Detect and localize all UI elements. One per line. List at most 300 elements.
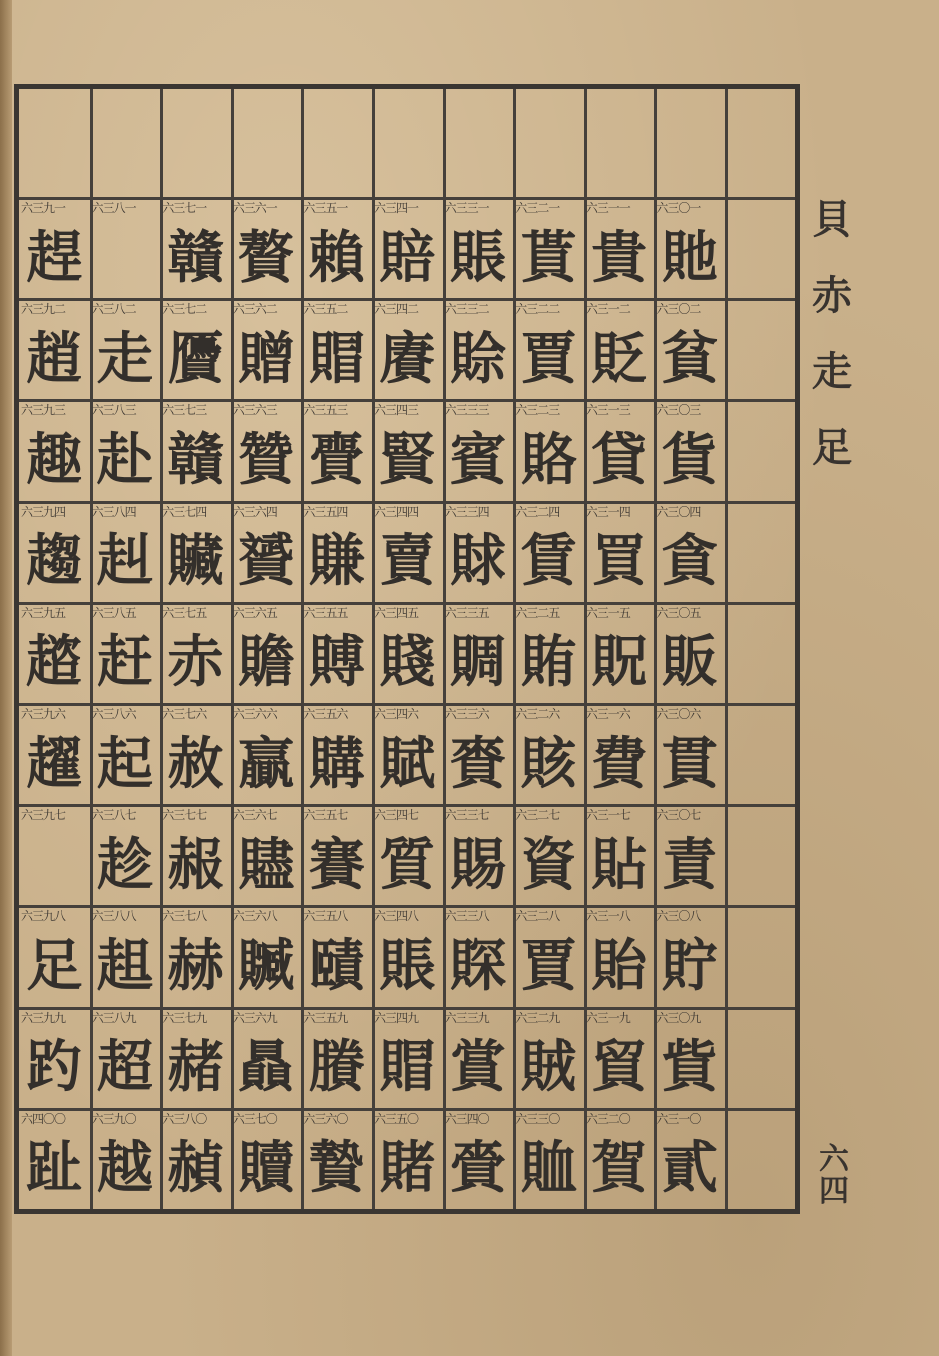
hanzi-char: 賀 [591,1135,648,1202]
hanzi-char: 趾 [26,1135,83,1202]
char-code: 六三七三 [162,403,207,418]
hanzi-char: 賝 [449,932,506,999]
char-code: 六三五八 [303,909,348,924]
char-code: 六三一一 [585,201,630,215]
hanzi-char: 賠 [379,224,436,291]
page-number [812,1144,856,1208]
char-cell [443,1108,514,1209]
char-code: 六三八四 [91,504,136,519]
hanzi-char: 贔 [238,1034,295,1101]
char-code: 六三〇八 [656,909,701,924]
grid-line [725,89,728,1209]
char-code: 六三二九 [515,1010,560,1025]
char-cell [513,602,584,703]
char-code: 六三八五 [91,605,136,620]
char-code: 六三五一 [303,201,348,215]
hanzi-char: 超 [96,1034,153,1101]
char-code: 六三四三 [374,403,419,418]
char-code: 六三〇一 [656,201,701,215]
hanzi-char: 貯 [661,932,718,999]
char-code: 六三二七 [515,808,560,823]
hanzi-char: 赧 [167,831,224,898]
radical-label: 足 [812,424,852,471]
char-code: 六三六二 [232,302,277,317]
char-code: 六三五二 [303,302,348,317]
char-code: 六三五九 [303,1010,348,1025]
hanzi-char: 赬 [167,1135,224,1202]
char-cell [372,197,443,298]
hanzi-char: 赳 [96,528,153,595]
char-cell [584,197,655,298]
char-code: 六三六〇 [303,1111,348,1126]
hanzi-char: 賢 [379,426,436,493]
char-code: 六三八九 [91,1010,136,1025]
hanzi-char: 賙 [449,629,506,696]
char-cell [19,501,90,602]
char-code: 六三三六 [444,707,489,721]
hanzi-char: 貶 [591,325,648,392]
char-cell [654,703,725,804]
char-cell [301,399,372,500]
char-cell [584,602,655,703]
char-cell [372,905,443,1006]
char-code: 六三九四 [21,504,66,519]
hanzi-char: 貳 [661,1135,718,1202]
hanzi-char: 賡 [379,325,436,392]
char-code: 六三三九 [444,1010,489,1025]
char-cell [231,804,302,905]
char-cell [301,905,372,1006]
hanzi-char: 責 [661,831,718,898]
char-code: 六三三八 [444,909,489,924]
char-cell [160,602,231,703]
char-code: 六四〇〇 [21,1111,66,1126]
char-code: 六三二〇 [585,1111,630,1126]
hanzi-char: 賒 [449,325,506,392]
hanzi-char: 贊 [238,426,295,493]
char-code: 六三二二 [515,302,560,317]
hanzi-char: 貪 [661,528,718,595]
char-cell [160,703,231,804]
char-cell [372,602,443,703]
hanzi-char: 賻 [308,629,365,696]
char-cell [160,1007,231,1108]
char-code: 六三七五 [162,605,207,620]
hanzi-char: 賾 [308,932,365,999]
char-code: 六三四五 [374,605,419,620]
char-cell [443,1007,514,1108]
char-cell [443,501,514,602]
char-code: 六三八三 [91,403,136,418]
char-code: 六三九六 [21,707,66,721]
section-header [808,196,856,504]
char-cell [160,399,231,500]
hanzi-char: 賈 [520,325,577,392]
hanzi-char: 賊 [520,1034,577,1101]
char-cell [372,1108,443,1209]
char-cell [513,1007,584,1108]
hanzi-char: 賵 [379,1034,436,1101]
hanzi-char: 購 [308,730,365,797]
hanzi-char: 贓 [238,932,295,999]
hanzi-char: 質 [379,831,436,898]
hanzi-char: 賬 [449,224,506,291]
hanzi-char: 貺 [591,629,648,696]
hanzi-char: 赶 [96,629,153,696]
char-code: 六三〇九 [656,1010,701,1025]
hanzi-char: 贅 [238,224,295,291]
hanzi-char: 贄 [308,1135,365,1202]
char-cell [372,804,443,905]
char-code: 六三五〇 [374,1111,419,1126]
radical-label: 赤 [812,272,852,319]
char-code: 六三九七 [21,808,66,823]
char-cell [372,399,443,500]
char-code: 六三九八 [21,909,66,924]
book-spine-shadow [0,0,12,1356]
hanzi-char: 贜 [167,528,224,595]
hanzi-char: 贛 [167,426,224,493]
char-code: 六三三〇 [515,1111,560,1126]
char-cell [90,298,161,399]
char-cell [160,197,231,298]
char-cell [231,298,302,399]
char-cell [301,602,372,703]
char-code: 六三三七 [444,808,489,823]
char-cell [301,1108,372,1209]
char-code: 六三二一 [515,201,560,215]
char-code: 六三四一 [374,201,419,215]
char-cell [301,501,372,602]
char-cell [654,804,725,905]
char-cell [19,804,90,905]
hanzi-char: 贇 [238,528,295,595]
char-cell [443,399,514,500]
hanzi-char: 贗 [167,325,224,392]
char-code: 六三三三 [444,403,489,418]
hanzi-char: 賃 [520,528,577,595]
char-cell [584,703,655,804]
char-cell [19,197,90,298]
hanzi-char: 贏 [238,730,295,797]
char-code: 六三五五 [303,605,348,620]
char-code: 六三三四 [444,504,489,519]
char-cell [513,905,584,1006]
hanzi-char: 走 [96,325,153,392]
char-code: 六三四四 [374,504,419,519]
char-cell [19,703,90,804]
hanzi-char [90,223,161,292]
char-code: 六三一五 [585,605,630,620]
char-code: 六三九二 [21,302,66,317]
hanzi-char: 赫 [167,932,224,999]
hanzi-char: 貲 [661,1034,718,1101]
character-table [14,84,800,1214]
hanzi-char: 貴 [591,224,648,291]
char-code: 六三九九 [21,1010,66,1025]
char-cell [90,804,161,905]
hanzi-char: 賞 [449,1034,506,1101]
char-cell [443,197,514,298]
char-cell [231,905,302,1006]
char-code: 六三六一 [232,201,277,215]
char-cell [654,399,725,500]
hanzi-char: 趨 [26,528,83,595]
char-cell [231,1108,302,1209]
char-cell [654,602,725,703]
char-code: 六三四六 [374,707,419,721]
hanzi-char: 賓 [449,426,506,493]
char-code: 六三一七 [585,808,630,823]
char-cell [160,298,231,399]
char-code: 六三六六 [232,707,277,721]
char-code: 六三一八 [585,909,630,924]
char-cell [513,399,584,500]
char-code: 六三一六 [585,707,630,721]
hanzi-char: 趵 [26,1034,83,1101]
char-cell [90,602,161,703]
hanzi-char: 賈 [520,932,577,999]
char-cell [231,602,302,703]
char-cell [654,1108,725,1209]
char-cell [301,197,372,298]
char-code: 六三二八 [515,909,560,924]
hanzi-char: 賺 [308,528,365,595]
char-cell [231,197,302,298]
hanzi-char: 趯 [26,730,83,797]
char-code: 六三四二 [374,302,419,317]
char-cell [231,501,302,602]
char-code: 六三七四 [162,504,207,519]
char-cell [584,298,655,399]
char-cell [90,197,161,298]
char-cell [372,703,443,804]
char-cell [584,804,655,905]
hanzi-char: 贐 [238,831,295,898]
char-cell [19,602,90,703]
char-cell [654,1007,725,1108]
hanzi-char: 趣 [26,426,83,493]
radical-label: 走 [812,348,852,395]
char-code: 六三一三 [585,403,630,418]
hanzi-char: 趁 [96,831,153,898]
hanzi-char: 贖 [238,1135,295,1202]
hanzi-char: 趦 [26,629,83,696]
hanzi-char: 賷 [308,426,365,493]
char-code: 六三二三 [515,403,560,418]
char-cell [443,804,514,905]
char-cell [513,703,584,804]
hanzi-char: 賣 [379,528,436,595]
char-code: 六三三五 [444,605,489,620]
char-cell [160,804,231,905]
hanzi-char: 賵 [308,325,365,392]
char-cell [654,298,725,399]
char-cell [231,1007,302,1108]
char-code: 六三〇四 [656,504,701,519]
char-cell [301,703,372,804]
char-cell [443,905,514,1006]
hanzi-char: 貿 [591,1034,648,1101]
char-code: 六三七〇 [232,1111,277,1126]
page-number-digit: 四 [819,1174,849,1209]
char-cell [443,703,514,804]
hanzi-char: 足 [26,932,83,999]
char-cell [584,501,655,602]
char-code: 六三〇五 [656,605,701,620]
hanzi-char [19,830,90,899]
char-code: 六三二六 [515,707,560,721]
char-cell [654,501,725,602]
char-cell [513,804,584,905]
char-code: 六三五七 [303,808,348,823]
char-code: 六三六八 [232,909,277,924]
char-code: 六三二五 [515,605,560,620]
hanzi-char: 賤 [379,629,436,696]
char-cell [90,1108,161,1209]
char-code: 六三九〇 [91,1111,136,1126]
char-code: 六三四九 [374,1010,419,1025]
hanzi-char: 賚 [449,730,506,797]
char-cell [584,1108,655,1209]
char-cell [513,298,584,399]
hanzi-char: 赦 [167,730,224,797]
char-cell [584,399,655,500]
char-code: 六三二四 [515,504,560,519]
hanzi-char: 賴 [308,224,365,291]
hanzi-char: 賭 [379,1135,436,1202]
char-cell [19,1007,90,1108]
char-cell [372,1007,443,1108]
char-code: 六三〇六 [656,707,701,721]
char-cell [160,1108,231,1209]
char-cell [513,1108,584,1209]
hanzi-char: 貽 [591,932,648,999]
char-cell [90,501,161,602]
hanzi-char: 資 [520,831,577,898]
hanzi-char: 貼 [591,831,648,898]
hanzi-char: 費 [591,730,648,797]
hanzi-char: 赴 [96,426,153,493]
hanzi-char: 買 [591,528,648,595]
hanzi-char: 賜 [449,831,506,898]
char-code: 六三六七 [232,808,277,823]
char-code: 六三一四 [585,504,630,519]
hanzi-char: 販 [661,629,718,696]
char-code: 六三三二 [444,302,489,317]
char-code: 六三八六 [91,707,136,721]
hanzi-char: 貨 [661,426,718,493]
char-cell [372,501,443,602]
char-code: 六三九一 [21,201,66,215]
char-code: 六三一二 [585,302,630,317]
char-code: 六三五六 [303,707,348,721]
hanzi-char: 起 [96,730,153,797]
hanzi-char: 賫 [449,1135,506,1202]
char-cell [90,1007,161,1108]
char-code: 六三九五 [21,605,66,620]
char-code: 六三七七 [162,808,207,823]
char-code: 六三八八 [91,909,136,924]
char-code: 六三九三 [21,403,66,418]
page-number-digit: 六 [819,1142,849,1177]
char-code: 六三七八 [162,909,207,924]
char-cell [372,298,443,399]
char-cell [443,602,514,703]
char-code: 六三一九 [585,1010,630,1025]
hanzi-char: 賽 [308,831,365,898]
char-cell [231,399,302,500]
char-code: 六三〇三 [656,403,701,418]
char-cell [19,399,90,500]
char-cell [584,905,655,1006]
char-cell [654,197,725,298]
hanzi-char: 贈 [238,325,295,392]
char-cell [160,501,231,602]
char-cell [443,298,514,399]
hanzi-char: 賸 [308,1034,365,1101]
hanzi-char: 越 [96,1135,153,1202]
char-cell [90,905,161,1006]
hanzi-char: 趄 [96,932,153,999]
char-cell [301,804,372,905]
char-code: 六三四七 [374,808,419,823]
char-code: 六三八〇 [162,1111,207,1126]
hanzi-char: 賦 [379,730,436,797]
char-code: 六三六三 [232,403,277,418]
char-code: 六三七六 [162,707,207,721]
hanzi-char: 貫 [661,730,718,797]
char-cell [301,298,372,399]
hanzi-char: 賉 [520,1135,577,1202]
char-code: 六三六四 [232,504,277,519]
char-code: 六三〇七 [656,808,701,823]
hanzi-char: 貧 [661,325,718,392]
char-cell [19,298,90,399]
hanzi-char: 賕 [449,528,506,595]
hanzi-char: 趕 [26,224,83,291]
hanzi-char: 賄 [520,629,577,696]
char-cell [160,905,231,1006]
char-code: 六三八二 [91,302,136,317]
hanzi-char: 赭 [167,1034,224,1101]
char-cell [90,399,161,500]
char-code: 六三八一 [91,201,136,215]
hanzi-char: 賂 [520,426,577,493]
char-code: 六三四〇 [444,1111,489,1126]
char-code: 六三八七 [91,808,136,823]
char-code: 六三七一 [162,201,207,215]
char-code: 六三〇二 [656,302,701,317]
hanzi-char: 趙 [26,325,83,392]
hanzi-char: 貰 [520,224,577,291]
char-cell [19,905,90,1006]
char-cell [301,1007,372,1108]
char-code: 六三五四 [303,504,348,519]
hanzi-char: 賅 [520,730,577,797]
char-code: 六三六九 [232,1010,277,1025]
char-code: 六三三一 [444,201,489,215]
hanzi-char: 赤 [167,629,224,696]
char-code: 六三五三 [303,403,348,418]
radical-label: 貝 [812,196,852,243]
char-cell [231,703,302,804]
char-cell [513,501,584,602]
char-cell [584,1007,655,1108]
hanzi-char: 貸 [591,426,648,493]
hanzi-char: 賬 [379,932,436,999]
char-code: 六三四八 [374,909,419,924]
